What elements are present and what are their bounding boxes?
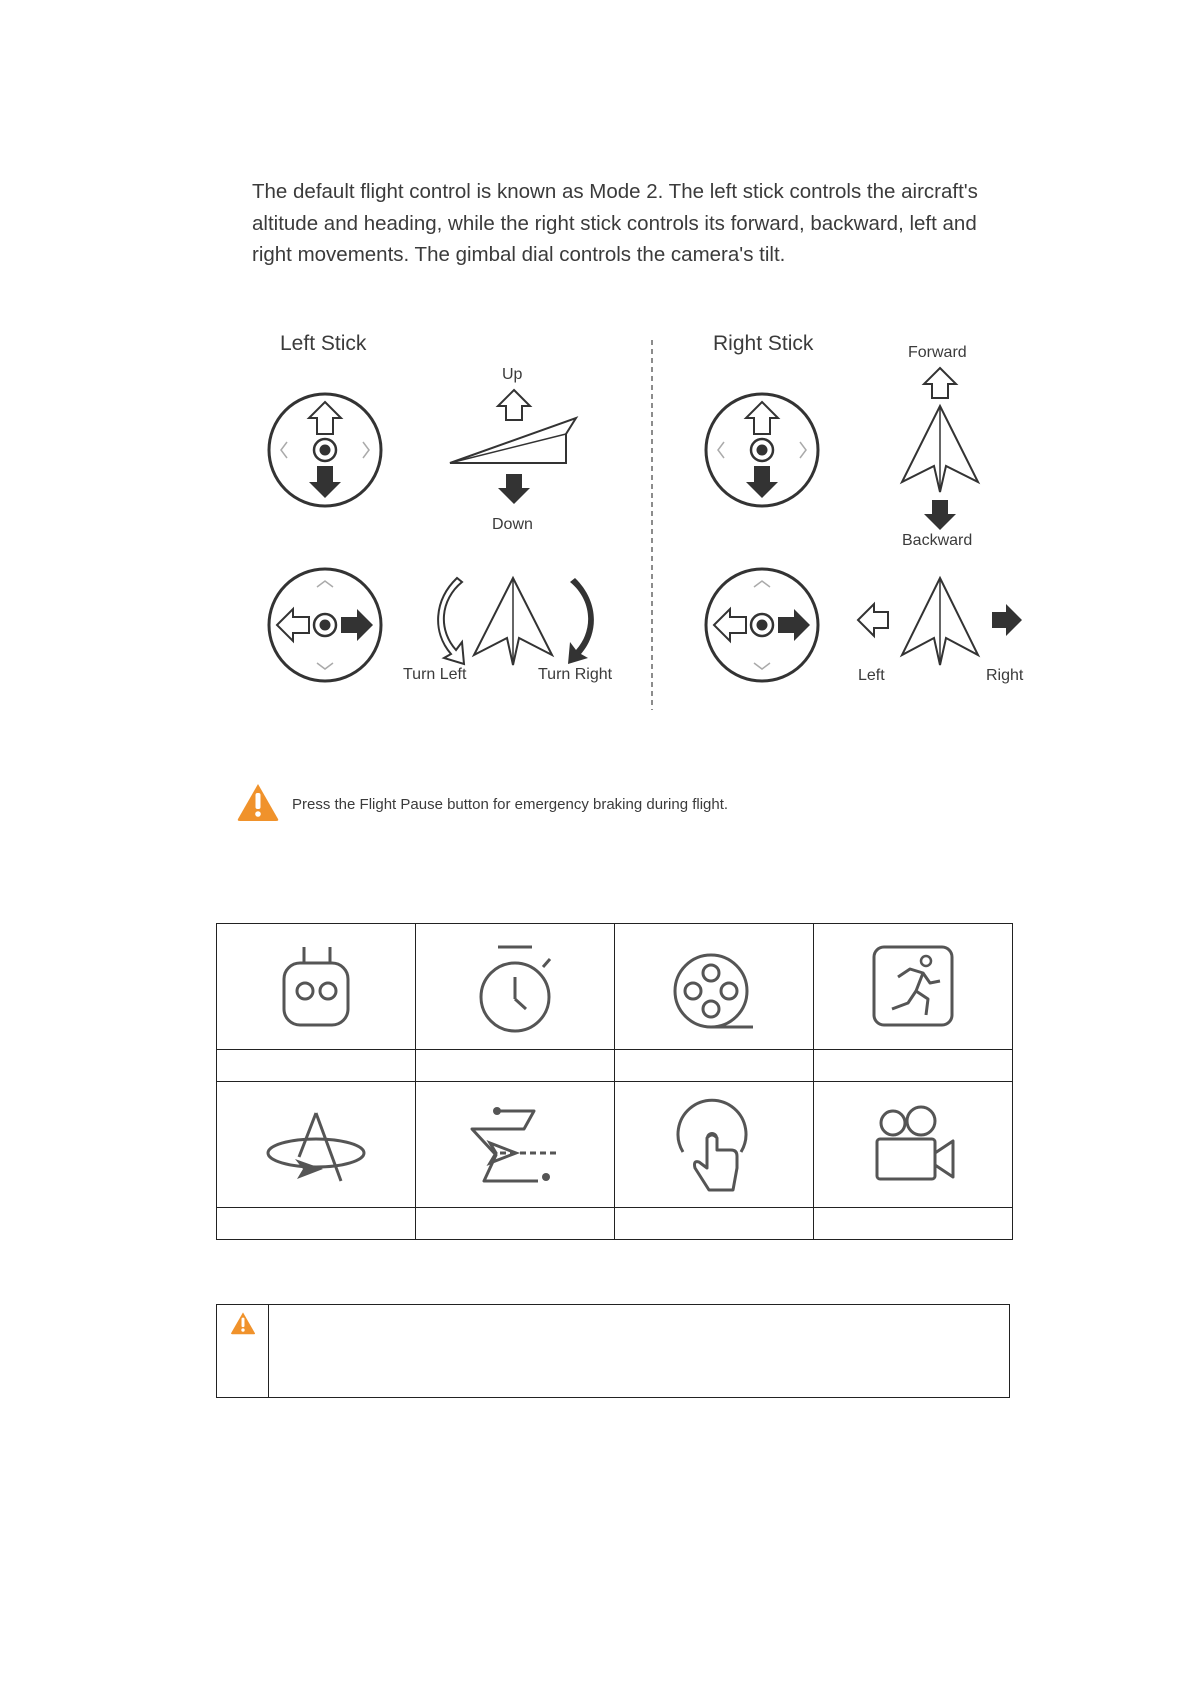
icon-label-row — [217, 1050, 1013, 1082]
backward-label: Backward — [902, 532, 973, 549]
turn-left-arrow-icon — [438, 578, 464, 664]
aircraft-side-view-icon — [450, 390, 576, 504]
icon-label-cell — [217, 1050, 416, 1082]
icon-cell — [814, 1082, 1013, 1208]
turn-right-arrow-icon — [568, 578, 594, 664]
right-stick-leftright-icon — [706, 569, 818, 681]
forward-arrow-icon — [924, 368, 956, 398]
remote-controller-icon — [276, 937, 356, 1037]
icon-label-cell — [814, 1050, 1013, 1082]
down-arrow-icon — [498, 474, 530, 504]
icon-label-cell — [615, 1208, 814, 1240]
aircraft-left-right-icon — [858, 578, 1022, 665]
stopwatch-icon — [470, 937, 560, 1037]
icon-cell — [416, 1082, 615, 1208]
caution-note-box — [216, 1304, 1010, 1398]
running-person-icon — [868, 937, 958, 1037]
aircraft-rotate-view-icon — [438, 578, 594, 665]
icon-cell — [217, 1082, 416, 1208]
icon-cell — [814, 924, 1013, 1050]
right-label: Right — [986, 667, 1024, 684]
icon-label-cell — [217, 1208, 416, 1240]
icon-label-cell — [416, 1208, 615, 1240]
icon-label-row — [217, 1208, 1013, 1240]
right-arrow-icon — [992, 604, 1022, 636]
warning-triangle-icon — [230, 1311, 256, 1335]
icon-label-cell — [814, 1208, 1013, 1240]
flight-pause-warning — [236, 782, 1056, 822]
left-label: Left — [858, 667, 885, 684]
intro-paragraph: The default flight control is known as Mode 2. The left stick controls the aircraft's altitude and heading, while the right stick controls its forward, backward, left and right movements. The gimbal dial controls the camera's tilt. — [252, 180, 978, 266]
left-stick-updown-icon — [269, 394, 381, 506]
icon-cell — [416, 924, 615, 1050]
warning-text: Press the Flight Pause button for emergency braking during flight. — [292, 796, 729, 813]
orbit-aircraft-icon — [261, 1095, 371, 1195]
icon-grid-table — [216, 923, 1013, 1240]
aircraft-forward-backward-icon — [902, 368, 978, 530]
left-stick-leftright-icon — [269, 569, 381, 681]
film-reel-icon — [669, 937, 759, 1037]
icon-grid-row — [217, 1082, 1013, 1208]
up-label: Up — [502, 366, 523, 383]
turn-left-label: Turn Left — [403, 666, 467, 683]
icon-cell — [615, 924, 814, 1050]
up-arrow-icon — [498, 390, 530, 420]
forward-label: Forward — [908, 344, 967, 361]
turn-right-label: Turn Right — [538, 666, 613, 683]
waypoint-path-icon — [460, 1095, 570, 1195]
tap-finger-icon — [669, 1090, 759, 1200]
down-label: Down — [492, 516, 533, 533]
right-stick-updown-icon — [706, 394, 818, 506]
icon-cell — [615, 1082, 814, 1208]
stick-control-diagram — [200, 320, 1100, 730]
backward-arrow-icon — [924, 500, 956, 530]
video-camera-icon — [863, 1095, 963, 1195]
icon-label-cell — [416, 1050, 615, 1082]
left-arrow-icon — [858, 604, 888, 636]
icon-label-cell — [615, 1050, 814, 1082]
warning-triangle-icon — [236, 782, 280, 822]
note-icon-cell — [217, 1305, 269, 1397]
left-stick-title: Left Stick — [280, 332, 367, 355]
right-stick-title: Right Stick — [713, 332, 814, 355]
icon-cell — [217, 924, 416, 1050]
icon-grid-row — [217, 924, 1013, 1050]
stick-diagram-graphics — [200, 320, 1100, 730]
